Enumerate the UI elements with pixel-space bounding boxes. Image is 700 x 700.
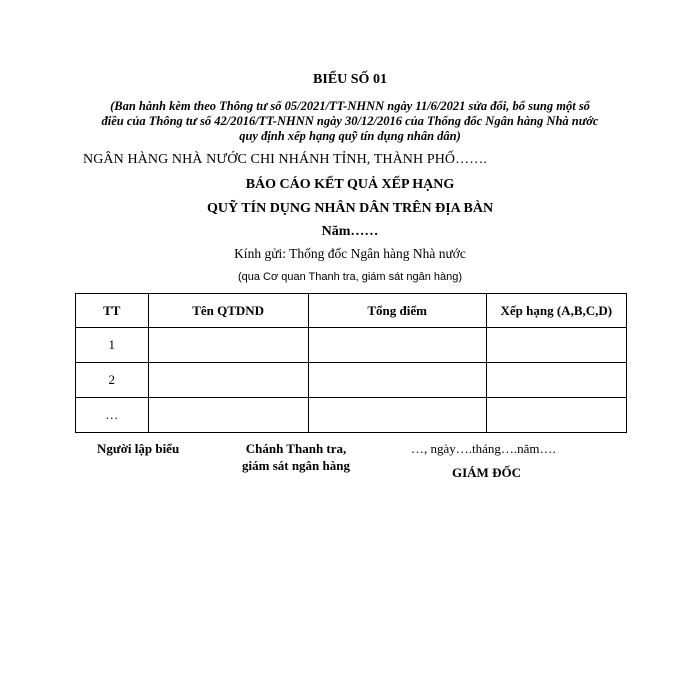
- issuing-branch-line: NGÂN HÀNG NHÀ NƯỚC CHI NHÁNH TỈNH, THÀNH PHỐ…….: [83, 152, 487, 167]
- via-note: (qua Cơ quan Thanh tra, giám sát ngân hàng): [237, 271, 463, 283]
- table-row: [76, 328, 627, 363]
- table-row: [76, 363, 627, 398]
- table-row: [76, 398, 627, 433]
- row-number: 2: [76, 363, 149, 398]
- signature-maker-label: Người lập biểu: [97, 441, 180, 456]
- signing-date-line: …, ngày….tháng….năm….: [411, 441, 556, 456]
- form-number-title: BIỂU SỐ 01: [313, 72, 387, 87]
- report-title-line-1: BÁO CÁO KẾT QUẢ XẾP HẠNG: [245, 177, 455, 192]
- legal-basis-note: [0, 99, 700, 144]
- total-score-cell[interactable]: [308, 328, 486, 363]
- total-score-cell[interactable]: [308, 363, 486, 398]
- inspector-line-2: giám sát ngân hàng: [242, 458, 350, 473]
- ranking-results-table: [75, 293, 627, 433]
- row-number: 1: [76, 328, 149, 363]
- inspector-line-1: Chánh Thanh tra,: [245, 441, 347, 456]
- legal-basis-line-3: quy định xếp hạng quỹ tín dụng nhân dân): [239, 129, 461, 143]
- report-title-line-2: QUỸ TÍN DỤNG NHÂN DÂN TRÊN ĐỊA BÀN: [206, 201, 494, 216]
- addressee: Kính gửi: Thống đốc Ngân hàng Nhà nước: [234, 246, 466, 261]
- fund-name-cell[interactable]: [148, 398, 308, 433]
- header-total-score: Tổng điểm: [308, 294, 486, 328]
- rank-cell[interactable]: [486, 328, 626, 363]
- fund-name-cell[interactable]: [148, 363, 308, 398]
- rank-cell[interactable]: [486, 363, 626, 398]
- header-fund-name: Tên QTDND: [148, 294, 308, 328]
- header-tt: TT: [76, 294, 149, 328]
- row-number: …: [76, 398, 149, 433]
- signature-director-label: GIÁM ĐỐC: [452, 465, 521, 480]
- legal-basis-line-2: điều của Thông tư số 42/2016/TT-NHNN ngày 30/12/2016 của Thống đốc Ngân hàng Nhà nước: [101, 114, 599, 128]
- rank-cell[interactable]: [486, 398, 626, 433]
- header-rank: Xếp hạng (A,B,C,D): [486, 294, 626, 328]
- legal-basis-line-1: (Ban hành kèm theo Thông tư số 05/2021/TT-NHNN ngày 11/6/2021 sửa đổi, bổ sung một số: [110, 99, 590, 113]
- total-score-cell[interactable]: [308, 398, 486, 433]
- table-header-row: [76, 294, 627, 328]
- signature-inspector-label: [234, 440, 358, 474]
- fund-name-cell[interactable]: [148, 328, 308, 363]
- report-year: Năm……: [321, 224, 379, 239]
